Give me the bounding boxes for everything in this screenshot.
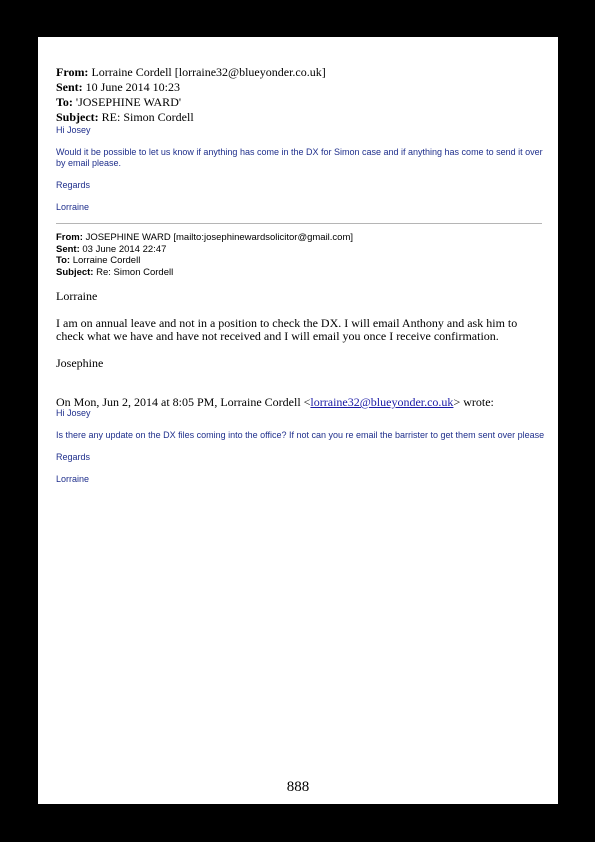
email1-greeting: Hi Josey (56, 125, 91, 135)
email1-body (56, 125, 546, 224)
email2-to: To: Lorraine Cordell (56, 255, 141, 266)
quote-attribution: On Mon, Jun 2, 2014 at 8:05 PM, Lorraine Cordell <lorraine32@blueyonder.co.uk> wrote: (56, 395, 494, 409)
email2-from: From: JOSEPHINE WARD [mailto:josephinewardsolicitor@gmail.com] (56, 232, 354, 243)
email2-signature: Josephine (56, 356, 104, 370)
email3-body (56, 408, 546, 496)
email2-text: I am on annual leave and not in a position to check the DX. I will email Anthony and ask him to check what we have and have not received and I will email you once I receive confirmation. (56, 316, 518, 343)
email1-signature: Lorraine (56, 202, 90, 212)
email1-closing: Regards (56, 180, 91, 190)
email3-text: Is there any update on the DX files coming into the office? If not can you re email the barrister to get them sent over please (56, 430, 545, 440)
page-number: 888 (286, 779, 310, 795)
email2-greeting: Lorraine (56, 289, 98, 303)
email1-subject: Subject: RE: Simon Cordell (56, 110, 194, 124)
email1-from: From: Lorraine Cordell [lorraine32@blueyonder.co.uk] (56, 65, 326, 79)
email3-closing: Regards (56, 452, 91, 462)
email2-body (56, 290, 546, 384)
email-divider (56, 223, 542, 224)
email3-greeting: Hi Josey (56, 408, 91, 418)
email1-header (56, 65, 326, 125)
email2-sent: Sent: 03 June 2014 22:47 (56, 243, 167, 255)
email1-sent: Sent: 10 June 2014 10:23 (56, 80, 181, 94)
quoted-email-link[interactable]: lorraine32@blueyonder.co.uk (310, 395, 454, 409)
document-page (38, 37, 558, 804)
email1-text: Would it be possible to let us know if anything has come in the DX for Simon case and if anything has come to send it over by email please. (56, 147, 543, 168)
email1-to: To: 'JOSEPHINE WARD' (56, 95, 182, 109)
email3-signature: Lorraine (56, 474, 90, 484)
email2-subject: Subject: Re: Simon Cordell (56, 266, 174, 278)
email2-header (56, 232, 353, 278)
